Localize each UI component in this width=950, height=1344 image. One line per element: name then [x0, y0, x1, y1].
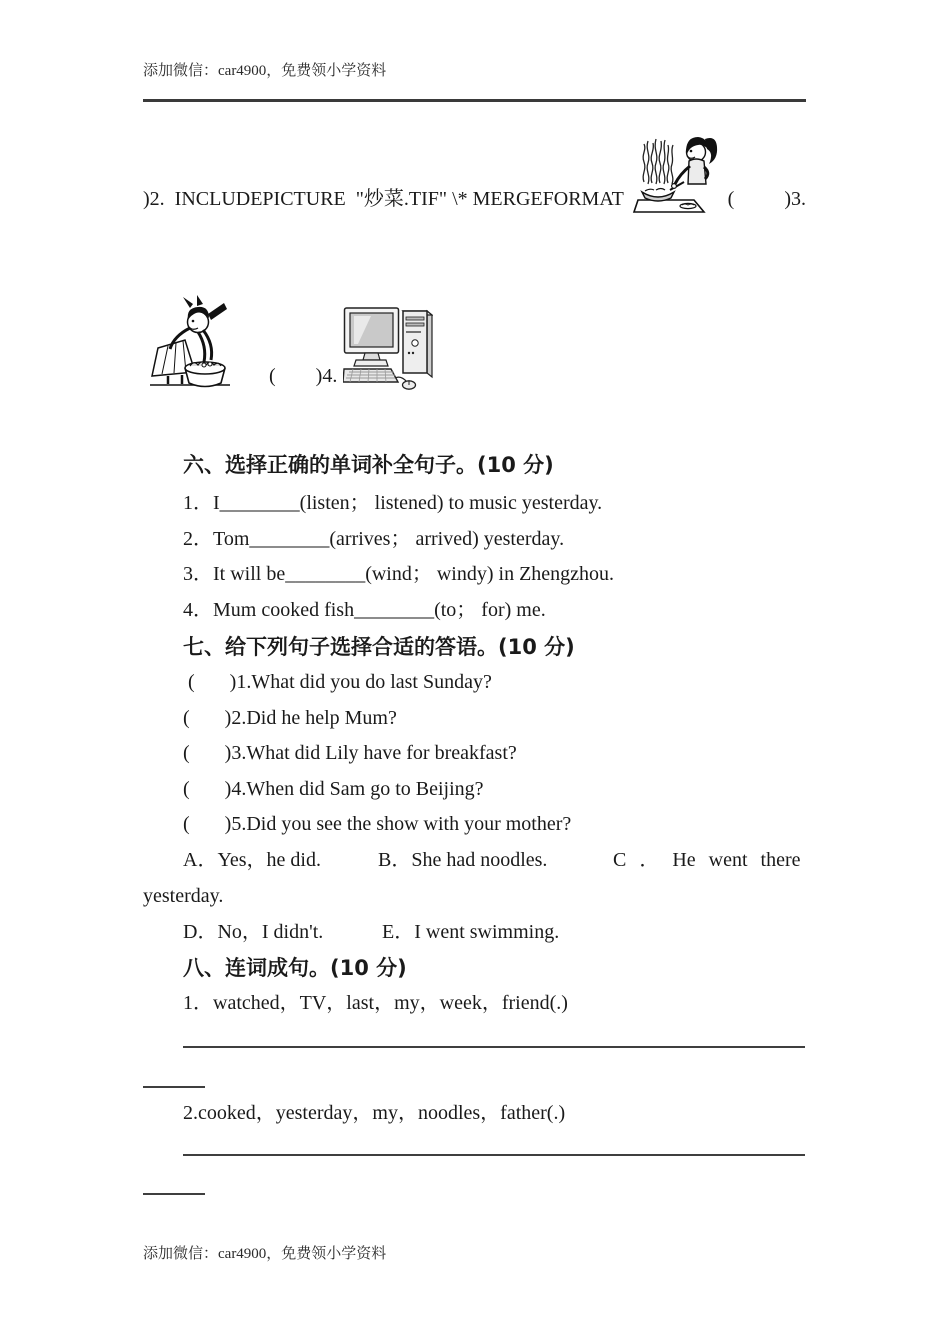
answer-blank-3: ( )3.: [727, 188, 806, 210]
answer-writing-line-2-wrap: [143, 1193, 205, 1195]
answer-option-e: E．I went swimming.: [382, 921, 560, 943]
section-7-question-3: ( )3.What did Lily have for breakfast?: [183, 742, 517, 764]
girl-washing-image: [148, 288, 243, 390]
section-6-item-4: 4．Mum cooked fish________(to； for) me.: [183, 599, 546, 621]
header-separator-line: [143, 99, 806, 102]
section-8-item-1: 1．watched，TV，last，my，week，friend(.): [183, 992, 568, 1014]
answer-option-d: D．No，I didn't.: [183, 921, 324, 943]
includepicture-field-text: )2. INCLUDEPICTURE "炒菜.TIF" \* MERGEFORMAT: [143, 188, 629, 210]
section-8-item-2: 2.cooked，yesterday，my，noodles，father(.): [183, 1102, 566, 1124]
answer-option-c-wrap: yesterday.: [143, 885, 224, 907]
section-7-question-4: ( )4.When did Sam go to Beijing?: [183, 778, 484, 800]
picture-item-row-2: [148, 288, 433, 390]
footer-promo-text: 添加微信：car4900，免费领小学资料: [143, 1246, 387, 1262]
section-6-title: 六、选择正确的单词补全句子。(10 分): [183, 453, 554, 477]
section-7-title: 七、给下列句子选择合适的答语。(10 分): [183, 635, 575, 659]
answer-option-a: A．Yes，he did.: [183, 849, 321, 871]
answer-writing-line-1-wrap: [143, 1086, 205, 1088]
answer-writing-line-2: [183, 1154, 805, 1156]
answer-option-b: B．She had noodles.: [378, 849, 548, 871]
answer-option-c: C ． He went there: [613, 849, 801, 871]
section-6-item-3: 3．It will be________(wind； windy) in Zhengzhou.: [183, 563, 615, 585]
header-promo-text: 添加微信：car4900，免费领小学资料: [143, 63, 387, 79]
girl-cooking-image: [632, 126, 719, 213]
picture-item-row-1: [143, 125, 806, 213]
answer-writing-line-1: [183, 1046, 805, 1048]
section-7-question-5: ( )5.Did you see the show with your mother?: [183, 813, 572, 835]
section-8-title: 八、连词成句。(10 分): [183, 956, 407, 980]
computer-image: [343, 305, 433, 390]
section-6-item-1: 1．I________(listen； listened) to music yesterday.: [183, 492, 603, 514]
answer-blank-4: ( )4.: [269, 365, 338, 387]
section-7-question-2: ( )2.Did he help Mum?: [183, 707, 397, 729]
section-7-question-1: ( )1.What did you do last Sunday?: [183, 671, 492, 693]
section-6-item-2: 2．Tom________(arrives； arrived) yesterday.: [183, 528, 565, 550]
